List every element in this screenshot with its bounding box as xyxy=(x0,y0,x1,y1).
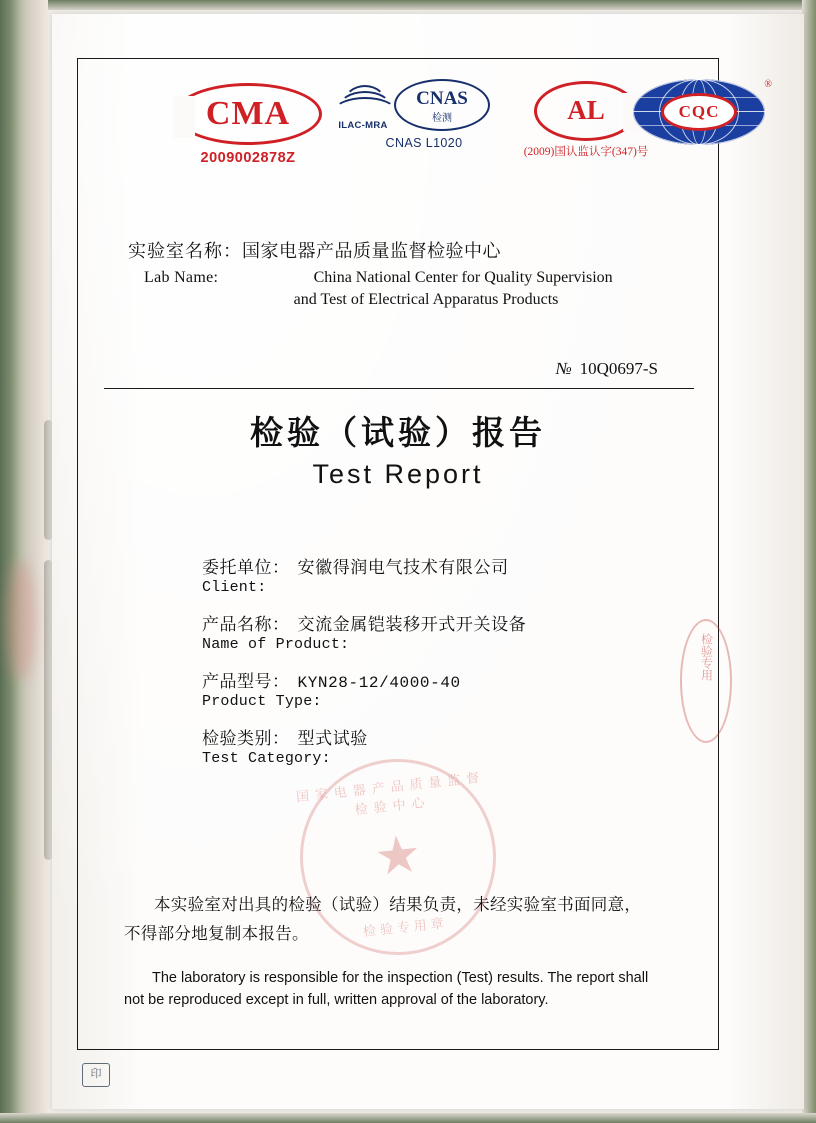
report-number-symbol: № xyxy=(555,359,572,378)
field-product-type-cn-label: 产品型号： xyxy=(202,672,290,691)
statement-cn-line1: 本实验室对出具的检验（试验）结果负责，未经实验室书面同意， xyxy=(154,895,642,914)
lab-name-en-row xyxy=(128,267,708,310)
accreditation-logo-row xyxy=(114,77,772,187)
lab-name-cn-label: 实验室名称： xyxy=(128,241,242,261)
field-product-type-value: KYN28-12/4000-40 xyxy=(297,674,461,692)
scan-edge-top xyxy=(0,0,816,10)
cnas-accreditation-code: CNAS L1020 xyxy=(385,136,463,150)
certificate-frame xyxy=(77,58,772,1050)
field-client-en-label: Client: xyxy=(202,579,267,596)
field-product-name-en-label: Name of Product: xyxy=(202,636,350,653)
field-test-category xyxy=(202,724,702,767)
laboratory-name-block xyxy=(128,237,708,310)
seal-top-text: 国家电器产品质量监督检验中心 xyxy=(295,769,486,818)
cnas-icon xyxy=(394,79,490,131)
cqc-icon-text: CQC xyxy=(678,102,720,121)
field-product-type-en-label: Product Type: xyxy=(202,693,322,710)
cnas-icon-text: CNAS xyxy=(416,88,468,109)
lab-name-en-line1: China National Center for Quality Supervision xyxy=(313,269,613,286)
lab-name-en-label: Lab Name: xyxy=(144,269,219,286)
report-fields xyxy=(202,553,702,781)
cal-icon xyxy=(534,81,638,141)
field-test-category-cn-label: 检验类别： xyxy=(202,729,290,748)
cal-icon-text: AL xyxy=(567,94,605,125)
field-product-name-cn-label: 产品名称： xyxy=(202,615,290,634)
report-number xyxy=(556,359,658,379)
scan-edge-bottom xyxy=(0,1113,816,1123)
page-title-en: Test Report xyxy=(312,459,484,489)
ilac-mra-icon xyxy=(330,83,396,133)
field-product-name-value: 交流金属铠装移开式开关设备 xyxy=(297,615,527,634)
statement-en-line2: not be reproduced except in full, written approval of the laboratory. xyxy=(124,992,549,1009)
field-client-value: 安徽得润电气技术有限公司 xyxy=(297,558,509,577)
field-client xyxy=(202,553,702,596)
cma-icon-text: CMA xyxy=(205,95,291,132)
lab-name-cn-row xyxy=(128,237,708,263)
seal-bottom-text: 检验专用章 xyxy=(362,915,449,940)
corner-stamp: 印 xyxy=(82,1063,110,1087)
ilac-mra-label: ILAC-MRA xyxy=(338,120,388,131)
responsibility-statement-en xyxy=(124,967,710,1012)
margin-seal-text: 检验专用 xyxy=(699,633,714,681)
registered-trademark-icon: ® xyxy=(764,79,772,90)
lab-name-cn-value: 国家电器产品质量监督检验中心 xyxy=(242,241,501,261)
responsibility-statement-cn xyxy=(124,891,704,949)
cqc-logo xyxy=(624,79,774,145)
page-title-cn: 检验（试验）报告 xyxy=(250,416,546,452)
star-icon: ★ xyxy=(371,825,425,888)
field-product-type xyxy=(202,667,702,710)
cma-icon xyxy=(174,83,322,145)
header-divider xyxy=(104,388,694,389)
lab-name-en-line2: and Test of Electrical Apparatus Products xyxy=(293,290,559,308)
field-product-name xyxy=(202,610,702,653)
cma-logo xyxy=(174,83,322,166)
cnas-logo xyxy=(330,77,490,150)
field-test-category-value: 型式试验 xyxy=(297,729,368,748)
report-cover-sheet xyxy=(52,14,804,1109)
cma-certificate-number: 2009002878Z xyxy=(200,150,296,166)
field-client-cn-label: 委托单位： xyxy=(202,558,290,577)
cqc-globe-icon xyxy=(633,79,772,145)
statement-cn-line2: 不得部分地复制本报告。 xyxy=(124,923,309,943)
scan-edge-right xyxy=(802,0,816,1123)
report-number-value: 10Q0697-S xyxy=(579,359,658,378)
field-test-category-en-label: Test Category: xyxy=(202,750,331,767)
cnas-icon-subtext: 检测 xyxy=(432,113,452,124)
cal-certificate-number: (2009)国认监认字(347)号 xyxy=(523,146,649,158)
statement-en-line1: The laboratory is responsible for the inspection (Test) results. The report shall xyxy=(152,970,649,986)
margin-seal-stamp xyxy=(680,619,732,743)
